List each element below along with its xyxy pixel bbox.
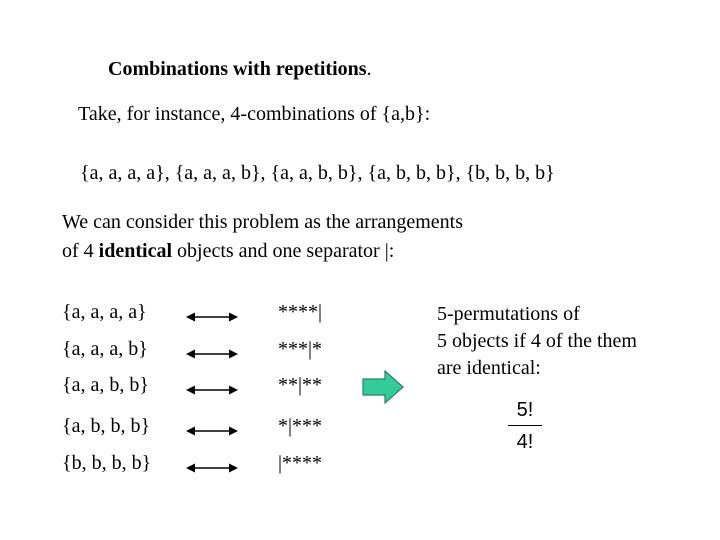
combination-item: {a, a, a, b} [62,338,148,360]
left-right-arrow-icon [186,384,238,396]
stars-bars-code: ***|* [278,338,323,360]
right-arrow-icon [362,370,404,404]
permutation-note-line-1: 5-permutations of [437,303,580,325]
intro-text: Take, for instance, 4-combinations of {a,b}: [78,103,431,125]
explanation-line-1: We can consider this problem as the arrangements [62,211,464,233]
permutation-note-line-3: are identical: [437,357,541,379]
left-right-arrow-icon [186,425,238,437]
combination-item: {b, b, b, b} [62,452,152,474]
explanation-line-2 [62,237,463,266]
fraction-denominator: 4! [516,431,534,453]
stars-bars-code: *|*** [278,415,323,437]
left-right-arrow-icon [186,462,238,474]
slide-title-text: Combinations with repetitions [108,58,367,80]
fraction-numerator: 5! [516,399,534,421]
fraction-bar [508,425,542,426]
factorial-fraction [508,398,542,454]
stars-bars-code: **|** [278,374,323,396]
left-right-arrow-icon [186,311,238,323]
permutation-note-line-2: 5 objects if 4 of the them [437,330,637,352]
stars-bars-code: ****| [278,301,323,323]
combinations-list: {a, a, a, a}, {a, a, a, b}, {a, a, b, b}, {a, b, b, b}, {b, b, b, b} [80,162,555,184]
combination-item: {a, b, b, b} [62,415,151,437]
combination-item: {a, a, b, b} [62,374,149,396]
permutation-note [437,301,637,382]
slide-title [108,58,372,81]
identical-emphasis: identical [98,240,173,262]
combination-item: {a, a, a, a} [62,301,147,323]
explanation-line-2-end: objects and one separator |: [172,240,395,262]
explanation-line-2-start: of 4 [62,240,99,262]
explanation-text [62,208,463,266]
left-right-arrow-icon [186,348,238,360]
stars-bars-code: |**** [278,452,323,474]
slide-title-period: . [366,58,372,80]
